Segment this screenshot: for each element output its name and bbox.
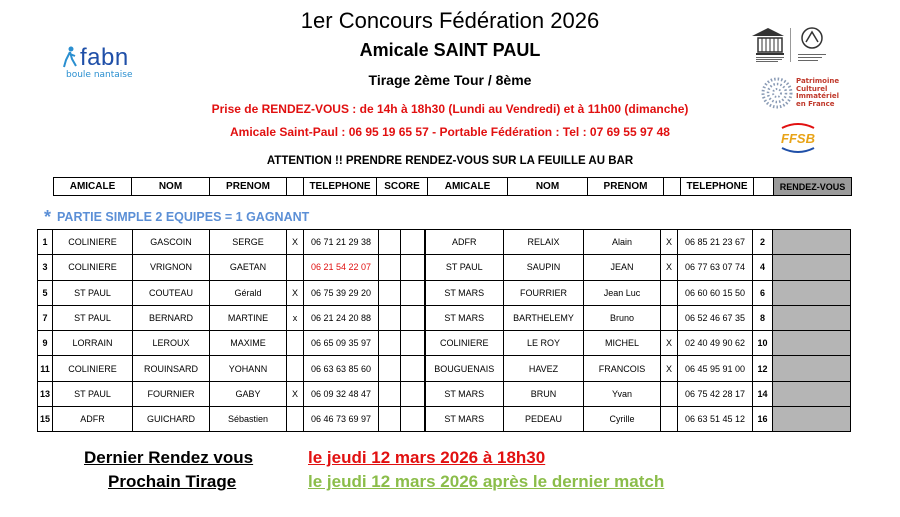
- team-number-2: 16: [753, 407, 773, 432]
- header-amicale: AMICALE: [54, 178, 132, 196]
- header-rendez-vous: RENDEZ-VOUS: [774, 178, 852, 196]
- prenom-cell: Sébastien: [210, 407, 287, 432]
- amicale-cell: ST PAUL: [425, 255, 504, 280]
- round-title: Tirage 2ème Tour / 8ème: [368, 72, 532, 88]
- header-blank-2: [664, 178, 681, 196]
- telephone-cell: 06 21 24 20 88: [304, 305, 379, 330]
- last-rdv-value: le jeudi 12 mars 2026 à 18h30: [308, 448, 546, 467]
- mark-cell: X: [661, 255, 678, 280]
- prenom-cell: Yvan: [584, 381, 661, 406]
- rendez-vous-cell[interactable]: [773, 331, 851, 356]
- mark-cell: [661, 381, 678, 406]
- prenom-cell: SERGE: [210, 230, 287, 255]
- score-cell: [379, 381, 401, 406]
- nom-cell: BERNARD: [133, 305, 210, 330]
- score-cell: [379, 356, 401, 381]
- section-text: PARTIE SIMPLE 2 EQUIPES = 1 GAGNANT: [57, 210, 310, 224]
- section-label: [44, 205, 309, 226]
- prenom-cell: YOHANN: [210, 356, 287, 381]
- table-row: [38, 255, 851, 280]
- nom-cell: GUICHARD: [133, 407, 210, 432]
- telephone-cell: 06 60 60 15 50: [678, 280, 753, 305]
- mark-cell: [661, 305, 678, 330]
- score-cell: [401, 255, 425, 280]
- score-cell: [379, 305, 401, 330]
- prenom-cell: MAXIME: [210, 331, 287, 356]
- telephone-cell: 06 46 73 69 97: [304, 407, 379, 432]
- amicale-cell: ST MARS: [425, 305, 504, 330]
- prenom-cell: MARTINE: [210, 305, 287, 330]
- team-number-2: 2: [753, 230, 773, 255]
- team-number-2: 8: [753, 305, 773, 330]
- prenom-cell: Gérald: [210, 280, 287, 305]
- telephone-cell: 06 71 21 29 38: [304, 230, 379, 255]
- mark-cell: x: [287, 305, 304, 330]
- telephone-cell: 06 75 39 29 20: [304, 280, 379, 305]
- amicale-cell: BOUGUENAIS: [425, 356, 504, 381]
- amicale-cell: COLINIERE: [53, 230, 133, 255]
- telephone-cell: 06 75 42 28 17: [678, 381, 753, 406]
- rendez-vous-cell[interactable]: [773, 356, 851, 381]
- header-score: SCORE: [377, 178, 428, 196]
- team-number-2: 12: [753, 356, 773, 381]
- table-row: [38, 356, 851, 381]
- nom-cell: FOURRIER: [504, 280, 584, 305]
- mark-cell: [661, 407, 678, 432]
- score-cell: [379, 407, 401, 432]
- telephone-cell: 06 21 54 22 07: [304, 255, 379, 280]
- amicale-cell: LORRAIN: [53, 331, 133, 356]
- nom-cell: ROUINSARD: [133, 356, 210, 381]
- last-rdv-label: Dernier Rendez vous: [84, 448, 254, 467]
- amicale-cell: ST PAUL: [53, 305, 133, 330]
- mark-cell: X: [661, 230, 678, 255]
- telephone-cell: 06 09 32 48 47: [304, 381, 379, 406]
- nom-cell: PEDEAU: [504, 407, 584, 432]
- team-number-1: 13: [38, 381, 53, 406]
- nom-cell: BARTHELEMY: [504, 305, 584, 330]
- amicale-cell: ADFR: [53, 407, 133, 432]
- rendez-vous-cell[interactable]: [773, 255, 851, 280]
- nom-cell: HAVEZ: [504, 356, 584, 381]
- nom-cell: BRUN: [504, 381, 584, 406]
- nom-cell: COUTEAU: [133, 280, 210, 305]
- amicale-cell: COLINIERE: [425, 331, 504, 356]
- team-number-1: 7: [38, 305, 53, 330]
- score-cell: [379, 255, 401, 280]
- score-cell: [401, 331, 425, 356]
- column-header-table: [53, 177, 852, 196]
- score-cell: [401, 280, 425, 305]
- table-row: [38, 331, 851, 356]
- header-nom: NOM: [132, 178, 210, 196]
- mark-cell: [287, 255, 304, 280]
- amicale-cell: ST MARS: [425, 381, 504, 406]
- unesco-logo: [752, 26, 862, 66]
- team-number-1: 1: [38, 230, 53, 255]
- table-row: [38, 280, 851, 305]
- rendez-vous-cell[interactable]: [773, 381, 851, 406]
- score-cell: [401, 381, 425, 406]
- mark-cell: X: [287, 280, 304, 305]
- nom-cell: SAUPIN: [504, 255, 584, 280]
- nom-cell: LEROUX: [133, 331, 210, 356]
- header-telephone-2: TELEPHONE: [681, 178, 754, 196]
- table-row: [38, 381, 851, 406]
- mark-cell: X: [287, 381, 304, 406]
- nom-cell: LE ROY: [504, 331, 584, 356]
- mark-cell: [287, 407, 304, 432]
- ffsb-text: FFSB: [781, 131, 815, 146]
- header-telephone: TELEPHONE: [304, 178, 377, 196]
- telephone-cell: 06 63 63 85 60: [304, 356, 379, 381]
- dotted-circle-icon: [760, 76, 794, 110]
- prenom-cell: FRANCOIS: [584, 356, 661, 381]
- prenom-cell: Alain: [584, 230, 661, 255]
- score-cell: [401, 305, 425, 330]
- team-number-2: 10: [753, 331, 773, 356]
- score-cell: [401, 407, 425, 432]
- player-icon: [62, 46, 78, 68]
- pci-line-1: Patrimoine: [796, 77, 840, 85]
- ffsb-logo: [778, 122, 818, 154]
- amicale-cell: ST MARS: [425, 280, 504, 305]
- rendez-vous-cell[interactable]: [773, 280, 851, 305]
- amicale-cell: ST PAUL: [53, 280, 133, 305]
- team-number-1: 11: [38, 356, 53, 381]
- fabn-subtitle: boule nantaise: [66, 70, 133, 80]
- mark-cell: X: [661, 331, 678, 356]
- telephone-cell: 06 85 21 23 67: [678, 230, 753, 255]
- score-cell: [379, 280, 401, 305]
- telephone-cell: 06 63 51 45 12: [678, 407, 753, 432]
- amicale-cell: ADFR: [425, 230, 504, 255]
- amicale-cell: ST MARS: [425, 407, 504, 432]
- prenom-cell: MICHEL: [584, 331, 661, 356]
- table-row: [38, 305, 851, 330]
- page-title: 1er Concours Fédération 2026: [300, 8, 600, 33]
- rendez-vous-cell[interactable]: [773, 407, 851, 432]
- amicale-cell: COLINIERE: [53, 255, 133, 280]
- team-number-1: 9: [38, 331, 53, 356]
- nom-cell: GASCOIN: [133, 230, 210, 255]
- mark-cell: X: [287, 230, 304, 255]
- header-blank-3: [754, 178, 774, 196]
- fabn-logo: [62, 44, 162, 84]
- header-nom-2: NOM: [508, 178, 588, 196]
- team-number-1: 15: [38, 407, 53, 432]
- amicale-cell: COLINIERE: [53, 356, 133, 381]
- attention-notice: ATTENTION !! PRENDRE RENDEZ-VOUS SUR LA FEUILLE AU BAR: [266, 155, 634, 167]
- telephone-cell: 06 77 63 07 74: [678, 255, 753, 280]
- amicale-cell: ST PAUL: [53, 381, 133, 406]
- table-row: [38, 407, 851, 432]
- mark-cell: [287, 331, 304, 356]
- prenom-cell: GABY: [210, 381, 287, 406]
- nom-cell: VRIGNON: [133, 255, 210, 280]
- rdv-hours: Prise de RENDEZ-VOUS : de 14h à 18h30 (Lundi au Vendredi) et à 11h00 (dimanche): [211, 102, 689, 116]
- header-prenom: PRENOM: [210, 178, 287, 196]
- rendez-vous-cell[interactable]: [773, 305, 851, 330]
- prenom-cell: Cyrille: [584, 407, 661, 432]
- nom-cell: RELAIX: [504, 230, 584, 255]
- pci-logo: [760, 76, 860, 112]
- contact-phones: Amicale Saint-Paul : 06 95 19 65 57 - Portable Fédération : Tel : 07 69 55 97 48: [230, 125, 670, 139]
- team-number-1: 5: [38, 280, 53, 305]
- header-prenom-2: PRENOM: [588, 178, 664, 196]
- mark-cell: [661, 280, 678, 305]
- team-number-2: 6: [753, 280, 773, 305]
- telephone-cell: 06 45 95 91 00: [678, 356, 753, 381]
- asterisk-icon: *: [44, 207, 52, 227]
- telephone-cell: 06 52 46 67 35: [678, 305, 753, 330]
- score-cell: [379, 230, 401, 255]
- team-number-2: 14: [753, 381, 773, 406]
- telephone-cell: 06 65 09 35 97: [304, 331, 379, 356]
- match-table-body: [38, 230, 851, 432]
- pci-line-2: Culturel: [796, 84, 828, 93]
- match-table: [37, 229, 851, 432]
- club-name: Amicale SAINT PAUL: [359, 40, 541, 60]
- team-number-1: 3: [38, 255, 53, 280]
- score-cell: [379, 331, 401, 356]
- prenom-cell: Jean Luc: [584, 280, 661, 305]
- nom-cell: FOURNIER: [133, 381, 210, 406]
- next-draw-value: le jeudi 12 mars 2026 après le dernier match: [308, 472, 665, 491]
- telephone-cell: 02 40 49 90 62: [678, 331, 753, 356]
- next-draw-label: Prochain Tirage: [108, 472, 237, 491]
- header-amicale-2: AMICALE: [428, 178, 508, 196]
- pci-line-3: Immatériel: [796, 92, 840, 100]
- prenom-cell: Bruno: [584, 305, 661, 330]
- mark-cell: X: [661, 356, 678, 381]
- fabn-wordmark: fabn: [80, 44, 129, 71]
- pci-line-4: en France: [796, 99, 835, 108]
- score-cell: [401, 230, 425, 255]
- rendez-vous-cell[interactable]: [773, 230, 851, 255]
- team-number-2: 4: [753, 255, 773, 280]
- score-cell: [401, 356, 425, 381]
- table-row: [38, 230, 851, 255]
- mark-cell: [287, 356, 304, 381]
- header-blank-1: [287, 178, 304, 196]
- prenom-cell: JEAN: [584, 255, 661, 280]
- prenom-cell: GAETAN: [210, 255, 287, 280]
